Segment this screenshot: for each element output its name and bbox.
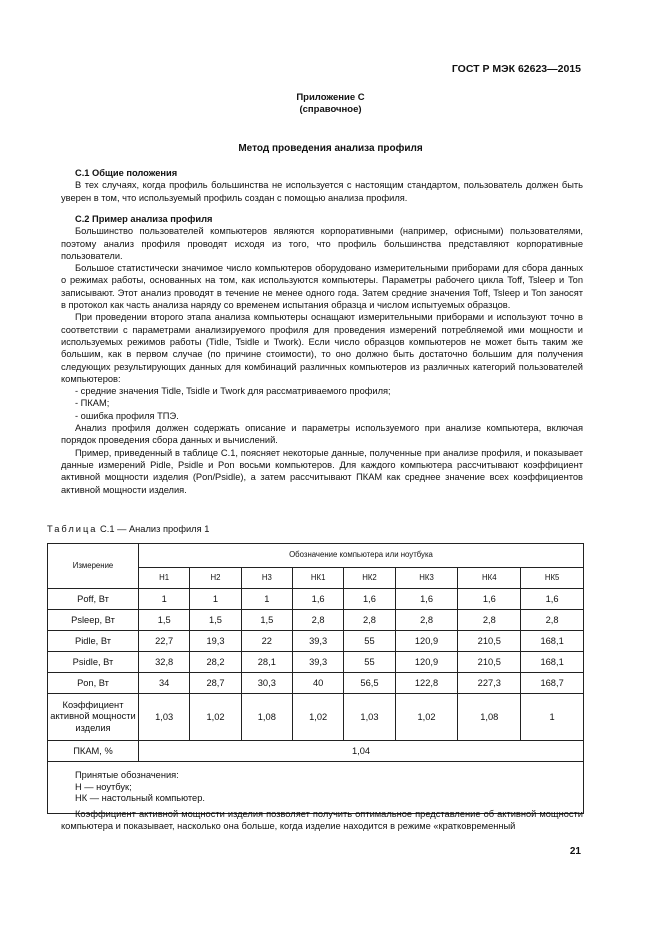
notes-row	[48, 762, 584, 814]
table-cell: 55	[344, 652, 395, 673]
row-label: Psleep, Вт	[48, 610, 139, 631]
table-cell: 210,5	[458, 652, 521, 673]
pkam-label: ПКАМ, %	[48, 741, 139, 762]
table-caption	[47, 523, 209, 535]
row-label: Коэффициент активной мощности изделия	[48, 694, 139, 741]
section-c2-heading: С.2 Пример анализа профиля	[75, 214, 213, 224]
table-notes	[48, 762, 584, 814]
profile-analysis-table	[47, 543, 584, 814]
page-number: 21	[569, 846, 581, 857]
paragraph-4: Анализ профиля должен содержать описание и параметры используемого при анализе компьютера, включая порядок проведения сбора данных и вычислений.	[61, 423, 583, 446]
table-cell: 1,03	[139, 694, 190, 741]
table-cell: 19,3	[190, 631, 241, 652]
appendix-heading	[0, 92, 661, 116]
section-c1-heading: С.1 Общие положения	[75, 168, 178, 178]
appendix-title: Приложение С	[296, 92, 365, 103]
column-header: Н3	[241, 567, 292, 588]
table-cell: 1,02	[395, 694, 458, 741]
table-cell: 122,8	[395, 673, 458, 694]
standard-header: ГОСТ Р МЭК 62623—2015	[451, 63, 581, 75]
col-header-measure: Измерение	[48, 544, 139, 589]
row-label: Psidle, Вт	[48, 652, 139, 673]
results-list	[61, 385, 583, 422]
table-row	[48, 694, 584, 741]
table-cell: 1,02	[292, 694, 343, 741]
column-header: НК2	[344, 567, 395, 588]
table-cell: 2,8	[521, 610, 584, 631]
row-label: Pon, Вт	[48, 673, 139, 694]
table-row	[48, 610, 584, 631]
paragraph-3: При проведении второго этапа анализа компьютеры оснащают измерительными приборами и используют точно в соответствии с параметрами анализируемого профиля для проведения измерений потребляемой ими мощности и используемых режимов работы (Tidle, Tsidle и Twork). Если число образцов компьютеров не может быть таким же большим, как в первом случае (по причине стоимости), то оно должно быть достаточно большим для получения следующих результирующих данных для комбинаций различных компьютеров из различных категорий пользователей компьютеров:	[61, 312, 583, 384]
table-cell: 2,8	[292, 610, 343, 631]
table-row	[48, 652, 584, 673]
table-cell: 30,3	[241, 673, 292, 694]
table-cell: 1,6	[458, 589, 521, 610]
table-cell: 1,02	[190, 694, 241, 741]
table-cell: 22	[241, 631, 292, 652]
table-cell: 39,3	[292, 631, 343, 652]
table-cell: 1,08	[241, 694, 292, 741]
table-cell: 1	[139, 589, 190, 610]
table-cell: 28,7	[190, 673, 241, 694]
table-row	[48, 631, 584, 652]
table-cell: 28,2	[190, 652, 241, 673]
table-cell: 2,8	[344, 610, 395, 631]
paragraph-2: Большое статистически значимое число компьютеров оборудовано измерительными приборами для сбора данных о режимах работы, основанных на том, как используются компьютеры. Параметры рабочего цикла Toff, Tsleep и Ton записывают. Этот анализ проводят в течение не менее одного года. Затем средние значения Toff, Tsleep и Ton заносят в протокол как часть анализа наряду со временем испытания образца и числом испытуемых образцов.	[61, 263, 583, 311]
list-item: - ПКАМ;	[75, 398, 110, 409]
column-header: НК5	[521, 567, 584, 588]
table-cell: 1,5	[241, 610, 292, 631]
table-cell: 1,6	[521, 589, 584, 610]
table-cell: 227,3	[458, 673, 521, 694]
table-cell: 1,08	[458, 694, 521, 741]
table-cell: 1	[241, 589, 292, 610]
table-cell: 39,3	[292, 652, 343, 673]
section-c2	[61, 213, 583, 496]
table-caption-word: Таблица	[47, 524, 98, 534]
table-cell: 1	[190, 589, 241, 610]
row-label: Poff, Вт	[48, 589, 139, 610]
pkam-row	[48, 741, 584, 762]
table-cell: 168,1	[521, 652, 584, 673]
note-line: НК — настольный компьютер.	[75, 793, 205, 803]
table-cell: 55	[344, 631, 395, 652]
table-cell: 1,6	[344, 589, 395, 610]
paragraph-5: Пример, приведенный в таблице С.1, поясняет некоторые данные, полученные при анализе профиля, и показывает данные измерений Pidle, Psidle и Pon восьми компьютеров. Для каждого компьютера рассчитывают коэффициент активной мощности изделия (Pon/Psidle), а затем рассчитывают ПКАМ как среднее значение всех коэффициентов активной мощности изделия.	[61, 447, 583, 495]
table-cell: 56,5	[344, 673, 395, 694]
table-cell: 168,7	[521, 673, 584, 694]
table-cell: 32,8	[139, 652, 190, 673]
note-line: Принятые обозначения:	[75, 770, 179, 780]
section-c1-text: В тех случаях, когда профиль большинства не используется с настоящим стандартом, пользователь должен быть уверен в том, что используемый профиль создан с помощью анализа профиля.	[61, 180, 583, 203]
table-cell: 22,7	[139, 631, 190, 652]
column-header: Н1	[139, 567, 190, 588]
table-cell: 120,9	[395, 631, 458, 652]
table-row	[48, 589, 584, 610]
table-row	[48, 673, 584, 694]
paragraph-after-table: Коэффициент активной мощности изделия позволяет получить оптимальное представление об активной мощности компьютера и показывает, насколько она больше, когда изделие находится в режиме «кратковременный	[61, 809, 583, 832]
table-cell: 2,8	[395, 610, 458, 631]
table-caption-text: С.1 — Анализ профиля 1	[100, 524, 210, 534]
list-item: - ошибка профиля ТПЭ.	[75, 410, 179, 421]
table-cell: 1,6	[292, 589, 343, 610]
column-header: НК3	[395, 567, 458, 588]
page-title: Метод проведения анализа профиля	[238, 143, 423, 154]
column-header: Н2	[190, 567, 241, 588]
pkam-value: 1,04	[139, 741, 584, 762]
table-cell: 1	[521, 694, 584, 741]
table-cell: 2,8	[458, 610, 521, 631]
table-cell: 168,1	[521, 631, 584, 652]
col-header-group: Обозначение компьютера или ноутбука	[139, 544, 584, 568]
list-item: - средние значения Tidle, Tsidle и Twork для рассматриваемого профиля;	[75, 386, 391, 397]
row-label: Pidle, Вт	[48, 631, 139, 652]
table-cell: 1,6	[395, 589, 458, 610]
table-cell: 40	[292, 673, 343, 694]
table-cell: 1,5	[190, 610, 241, 631]
appendix-note: (справочное)	[299, 104, 362, 115]
table-cell: 210,5	[458, 631, 521, 652]
table-cell: 28,1	[241, 652, 292, 673]
section-c1	[61, 167, 583, 204]
table-cell: 1,5	[139, 610, 190, 631]
after-table-section	[61, 808, 583, 833]
column-header: НК1	[292, 567, 343, 588]
table-cell: 120,9	[395, 652, 458, 673]
note-line: Н — ноутбук;	[75, 781, 132, 792]
table-cell: 34	[139, 673, 190, 694]
column-header: НК4	[458, 567, 521, 588]
table-cell: 1,03	[344, 694, 395, 741]
paragraph-1: Большинство пользователей компьютеров являются корпоративными (например, офисными) пользователями, поэтому анализ профиля проводят исходя из того, что профиль большинства представляют корпоративные пользователи.	[61, 226, 583, 261]
